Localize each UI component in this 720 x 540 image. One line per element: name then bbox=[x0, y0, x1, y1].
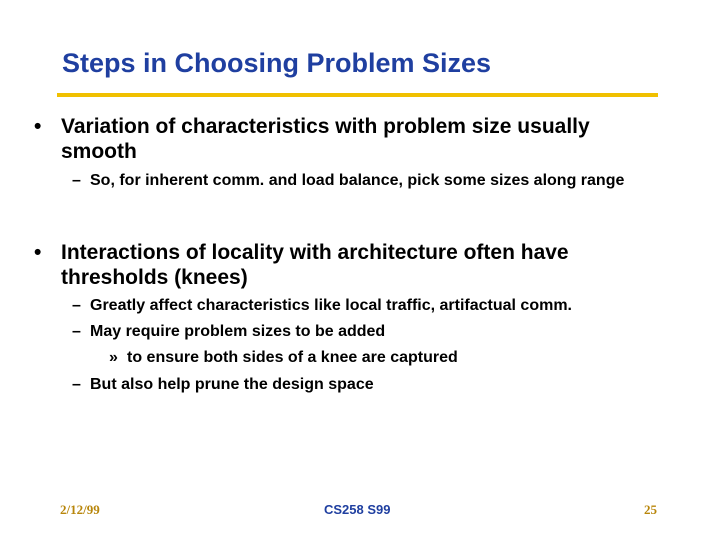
sub-bullet-marker: – bbox=[72, 376, 81, 393]
bullet-text-line: Variation of characteristics with problem size usually bbox=[61, 115, 590, 138]
bullet-text-line: smooth bbox=[61, 140, 137, 163]
sub-bullet-text: But also help prune the design space bbox=[90, 376, 374, 393]
sub-sub-bullet-marker: » bbox=[109, 349, 118, 366]
footer-page-number: 25 bbox=[644, 502, 657, 517]
footer-date: 2/12/99 bbox=[60, 502, 100, 517]
bullet-marker: • bbox=[34, 241, 42, 264]
footer-course: CS258 S99 bbox=[324, 502, 391, 517]
title-divider bbox=[57, 93, 658, 97]
sub-bullet-marker: – bbox=[72, 297, 81, 314]
slide-title: Steps in Choosing Problem Sizes bbox=[62, 48, 492, 78]
sub-bullet-marker: – bbox=[72, 323, 81, 340]
bullet-text-line: Interactions of locality with architecture often have bbox=[61, 241, 569, 264]
sub-sub-bullet-text: to ensure both sides of a knee are captured bbox=[127, 349, 458, 366]
sub-bullet-marker: – bbox=[72, 172, 81, 189]
bullet-text-line: thresholds (knees) bbox=[61, 266, 248, 289]
sub-bullet-text: May require problem sizes to be added bbox=[90, 323, 386, 340]
bullet-marker: • bbox=[34, 115, 42, 138]
sub-bullet-text: So, for inherent comm. and load balance, pick some sizes along range bbox=[90, 172, 625, 189]
sub-bullet-text: Greatly affect characteristics like local traffic, artifactual comm. bbox=[90, 297, 572, 314]
